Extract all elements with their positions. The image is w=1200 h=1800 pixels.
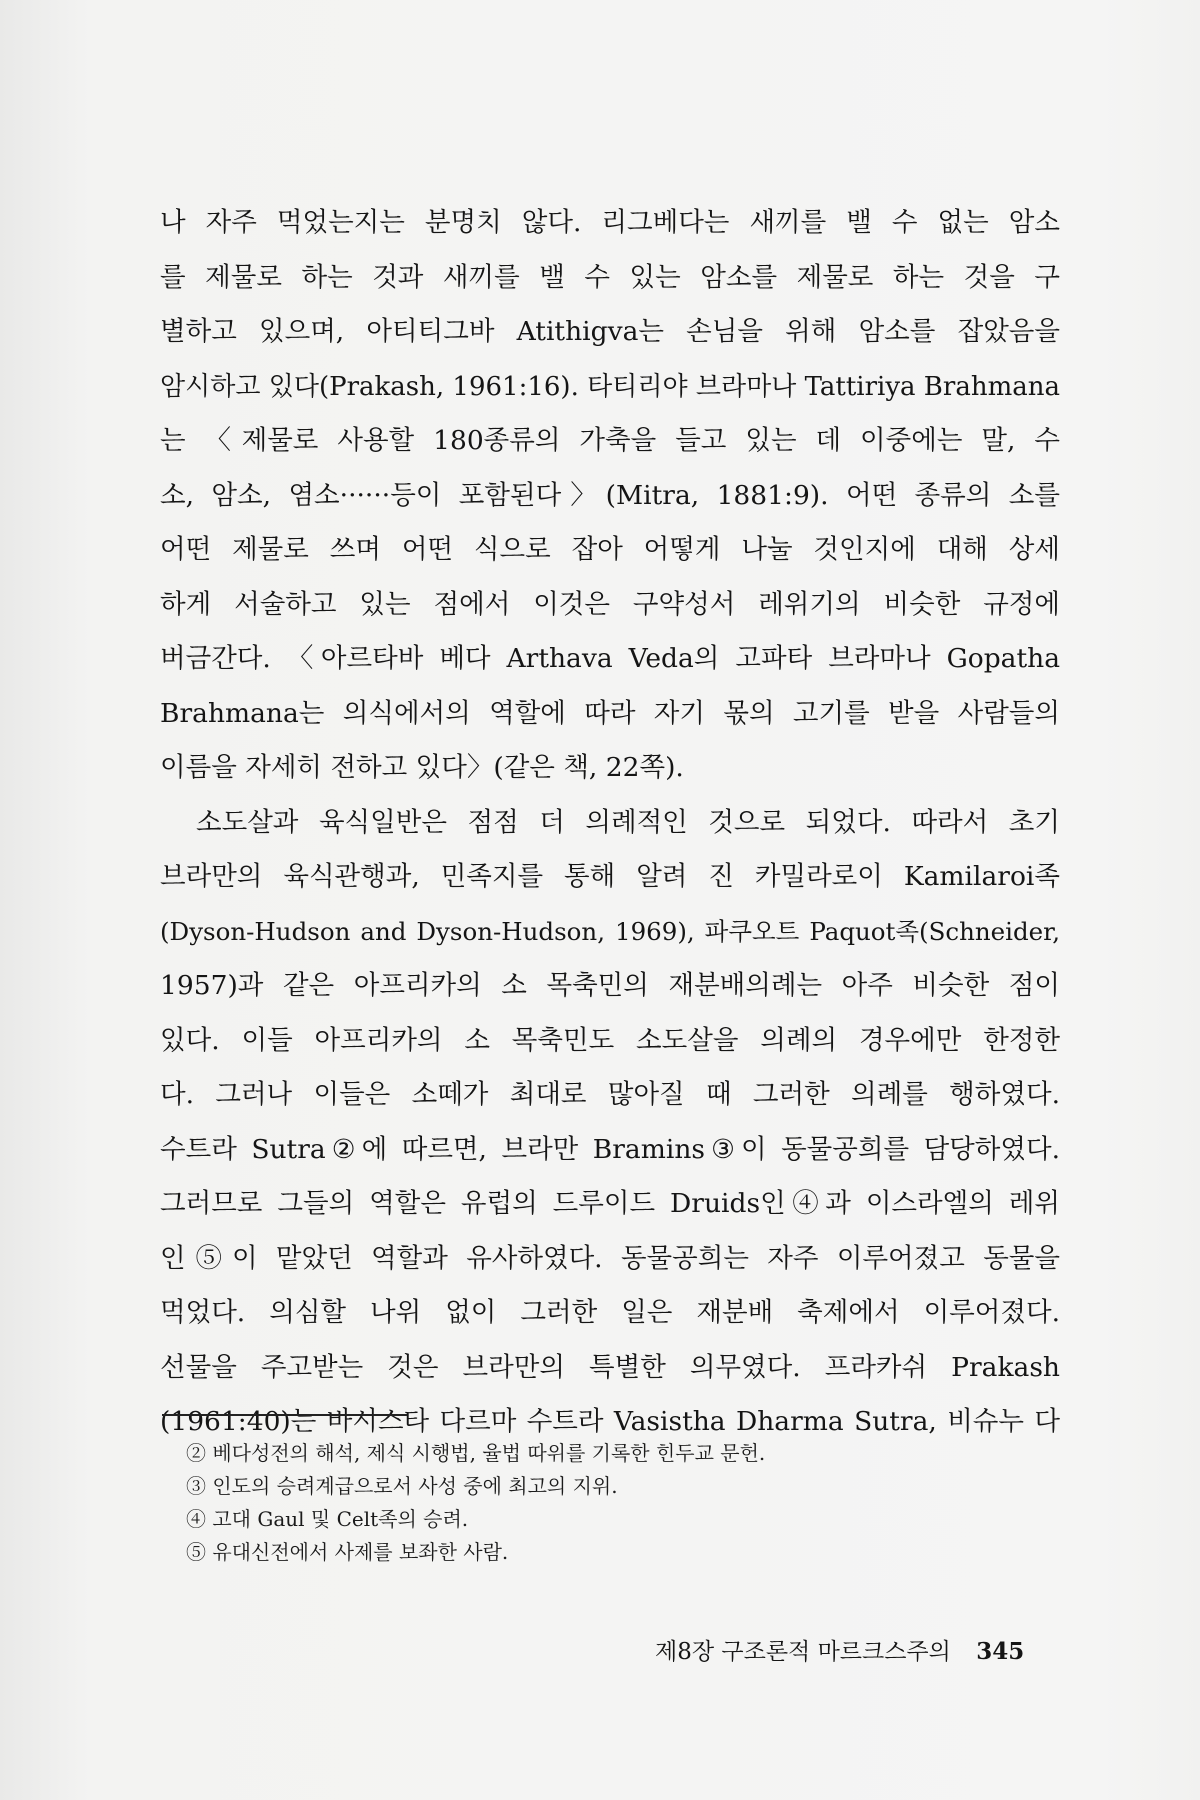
text-line: 어떤 제물로 쓰며 어떤 식으로 잡아 어떻게 나눌 것인지에 대해 상세 bbox=[160, 534, 1060, 565]
text-line: 그러므로 그들의 역할은 유럽의 드루이드 Druids인④과 이스라엘의 레위 bbox=[160, 1188, 1060, 1219]
text-line: 암시하고 있다(Prakash, 1961:16). 타티리야 브라마나 Tattiriya Brahmana bbox=[160, 371, 1060, 402]
text-line: 1957)과 같은 아프리카의 소 목축민의 재분배의례는 아주 비슷한 점이 bbox=[160, 970, 1060, 1001]
text-line: 수트라 Sutra②에 따르면, 브라만 Bramins③이 동물공희를 담당하였다. bbox=[160, 1133, 1060, 1165]
text-line: 버금간다. 〈아르타바 베다 Arthava Veda의 고파타 브라마나 Gopatha bbox=[160, 643, 1060, 674]
paragraph-1 bbox=[160, 196, 1060, 796]
text-line: 인⑤이 맡았던 역할과 유사하였다. 동물공희는 자주 이루어졌고 동물을 bbox=[160, 1242, 1060, 1274]
text-line: 소, 암소, 염소······등이 포함된다〉(Mitra, 1881:9). 어떤 종류의 소를 bbox=[160, 479, 1060, 511]
text-line: 별하고 있으며, 아티티그바 Atithigva는 손님을 위해 암소를 잡았음을 bbox=[160, 316, 1060, 347]
text-line: 는 〈제물로 사용할 180종류의 가축을 들고 있는 데 이중에는 말, 수 bbox=[160, 425, 1060, 456]
footnote-4: ④ 고대 Gaul 및 Celt족의 승려. bbox=[186, 1507, 469, 1531]
text-line: 나 자주 먹었는지는 분명치 않다. 리그베다는 새끼를 밸 수 없는 암소 bbox=[160, 207, 1060, 238]
footnote-divider bbox=[162, 1414, 407, 1416]
footnote-3: ③ 인도의 승려계급으로서 사성 중에 최고의 지위. bbox=[186, 1474, 618, 1498]
running-chapter-title: 제8장 구조론적 마르크스주의 bbox=[655, 1639, 951, 1665]
footnotes bbox=[186, 1437, 1006, 1569]
text-line: 브라만의 육식관행과, 민족지를 통해 알려 진 카밀라로이 Kamilaroi족 bbox=[160, 861, 1060, 892]
text-line: Brahmana는 의식에서의 역할에 따라 자기 몫의 고기를 받을 사람들의 bbox=[160, 697, 1060, 729]
text-line: 먹었다. 의심할 나위 없이 그러한 일은 재분배 축제에서 이루어졌다. bbox=[160, 1297, 1060, 1328]
page-footer bbox=[655, 1632, 1035, 1672]
text-line: 선물을 주고받는 것은 브라만의 특별한 의무였다. 프라카쉬 Prakash bbox=[160, 1351, 1060, 1383]
text-line: 하게 서술하고 있는 점에서 이것은 구약성서 레위기의 비슷한 규정에 bbox=[160, 588, 1060, 620]
text-line: 다. 그러나 이들은 소떼가 최대로 많아질 때 그러한 의례를 행하였다. bbox=[160, 1079, 1060, 1110]
footnote-2: ② 베다성전의 해석, 제식 시행법, 율법 따위를 기록한 힌두교 문헌. bbox=[186, 1441, 766, 1465]
text-line: 소도살과 육식일반은 점점 더 의례적인 것으로 되었다. 따라서 초기 bbox=[196, 806, 1060, 838]
text-line: (1961:40)는 바시스타 다르마 수트라 Vasistha Dharma Sutra, 비슈누 다 bbox=[160, 1406, 1060, 1437]
body-text bbox=[160, 196, 1060, 1450]
page-number: 345 bbox=[976, 1638, 1025, 1665]
text-line: 를 제물로 하는 것과 새끼를 밸 수 있는 암소를 제물로 하는 것을 구 bbox=[160, 261, 1060, 293]
paragraph-2 bbox=[160, 796, 1060, 1450]
text-line: 이름을 자세히 전하고 있다〉(같은 책, 22쪽). bbox=[160, 752, 684, 783]
text-line: (Dyson-Hudson and Dyson-Hudson, 1969), 파쿠오트 Paquot족(Schneider, bbox=[160, 916, 1060, 946]
text-line: 있다. 이들 아프리카의 소 목축민도 소도살을 의례의 경우에만 한정한 bbox=[160, 1024, 1060, 1056]
footnote-5: ⑤ 유대신전에서 사제를 보좌한 사람. bbox=[186, 1540, 509, 1564]
